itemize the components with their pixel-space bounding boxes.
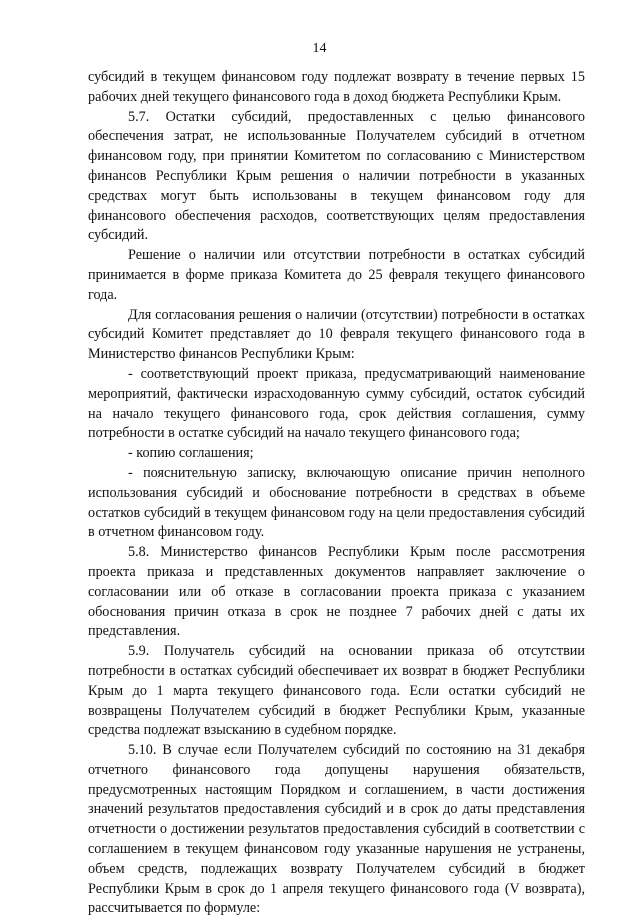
page-number: 14	[312, 41, 327, 56]
list-item-draft-order: - соответствующий проект приказа, предусматривающий наименование мероприятий, фактически израсходованную сумму субсидий, остаток субсидий на начало текущего финансового года, срок действия соглашения, сумму потребности в остатке субсидий на начало текущего финансового года;	[88, 365, 585, 442]
paragraph-approval: Для согласования решения о наличии (отсутствии) потребности в остатках субсидий Комитет представляет до 10 февраля текущего финансового года в Министерство финансов Республики Крым:	[88, 306, 585, 363]
paragraph-5-7: 5.7. Остатки субсидий, предоставленных с целью финансового обеспечения затрат, не использованные Получателем субсидий в отчетном финансовом году, при принятии Комитетом по согласованию с Министерством финансов Республики Крым решения о наличии потребности в указанных средствах могут быть использованы в текущем финансовом году для финансового обеспечения расходов, соответствующих целям предоставления субсидий.	[88, 108, 585, 244]
paragraph-decision: Решение о наличии или отсутствии потребности в остатках субсидий принимается в форме приказа Комитета до 25 февраля текущего финансового года.	[88, 247, 585, 303]
paragraph-5-9: 5.9. Получатель субсидий на основании приказа об отсутствии потребности в остатках субсидий обеспечивает их возврат в бюджет Республики Крым до 1 марта текущего финансового года. Если остатки субсидий не возвращены Получателем субсидий в бюджет Республики Крым, указанные средства подлежат взысканию в судебном порядке.	[88, 643, 585, 739]
paragraph-continuation: субсидий в текущем финансовом году подлежат возврату в течение первых 15 рабочих дней текущего финансового года в доход бюджета Республики Крым.	[88, 69, 585, 105]
list-item-agreement-copy: - копию соглашения;	[128, 445, 254, 462]
document-body	[88, 68, 585, 919]
paragraph-5-8: 5.8. Министерство финансов Республики Крым после рассмотрения проекта приказа и представленных документов направляет заключение о согласовании или об отказе в согласовании проекта приказа с указанием обоснования причин отказа в срок не позднее 7 рабочих дней с даты их представления.	[88, 544, 585, 640]
paragraph-5-10: 5.10. В случае если Получателем субсидий по состоянию на 31 декабря отчетного финансового года допущены нарушения обязательств, предусмотренных настоящим Порядком и соглашением, в части достижения значений результатов предоставления субсидий и в срок до даты представления отчетности о достижении результатов предоставления субсидий в соответствии с соглашением в текущем финансовом году указанные нарушения не устранены, объем средств, подлежащих возврату Получателем субсидий в бюджет Республики Крым в срок до 1 апреля текущего финансового года (V возврата), рассчитывается по формуле:	[88, 742, 585, 917]
list-item-explanatory-note: - пояснительную записку, включающую описание причин неполного использования субсидий и обоснование потребности в средствах в объеме остатков субсидий в текущем финансовом году на цели предоставления субсидий в отчетном финансовом году.	[88, 464, 585, 541]
